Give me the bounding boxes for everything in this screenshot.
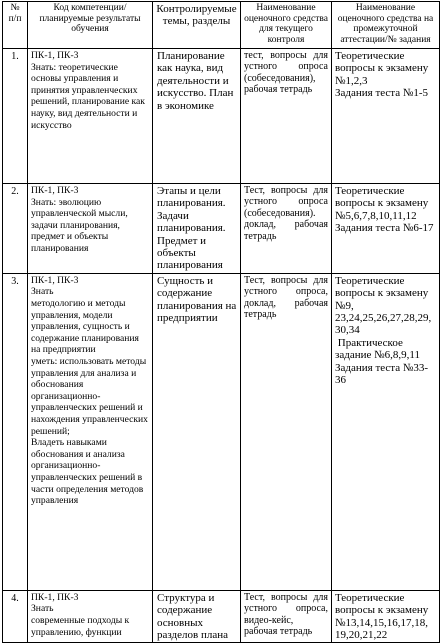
row-number: 4. <box>3 590 28 643</box>
competence-cell <box>28 184 153 274</box>
table-row <box>3 273 440 590</box>
attestation-cell <box>332 184 440 274</box>
competence-text: ПК-1, ПК-3 Знать: эволюцию управленческой мысли, задачи планирования, предмет и объекты планирования <box>31 185 128 254</box>
competence-cell <box>28 590 153 643</box>
table-row <box>3 590 440 643</box>
header-topics: Контролируемые темы, разделы <box>153 2 241 49</box>
tools-cell: Тест, вопросы для устного опроса, видео-кейс, рабочая тетрадь <box>241 590 332 643</box>
exam-questions: Теоретические вопросы к экзамену №1,2,3 <box>335 50 432 87</box>
exam-questions: Теоретические вопросы к экзамену №9, 23,24,25,26,27,28,29, 30,34 <box>335 274 434 337</box>
row-number: 2. <box>3 184 28 274</box>
row-number: 3. <box>3 273 28 590</box>
competence-cell <box>28 49 153 184</box>
header-num: № п/п <box>3 2 28 49</box>
exam-questions: Теоретические вопросы к экзамену №5,6,7,8,10,11,12 <box>335 185 432 222</box>
exam-questions: Теоретические вопросы к экзамену №13,14,15,16,17,18, 19,20,21,22 <box>335 591 432 642</box>
header-competence: Код компетенции/ планируемые результаты обучения <box>28 2 153 49</box>
tools-cell: тест, вопросы для устного опроса (собеседования), рабочая тетрадь <box>241 49 332 184</box>
topic-cell: Сущность и содержание планирования на предприятии <box>153 273 241 590</box>
test-tasks: Задания теста №6-17 <box>335 222 434 235</box>
test-tasks: Задания теста №1-5 <box>335 87 429 100</box>
header-row <box>3 2 440 49</box>
competence-text: ПК-1, ПК-3 Знать современные подходы к управлению, функции <box>31 591 130 638</box>
attestation-cell <box>332 49 440 184</box>
table-row <box>3 184 440 274</box>
competence-text: ПК-1, ПК-3 Знать методологию и методы управления, модели управления, сущность и содержание планирования на предприятии уметь: использовать методы управления для анализа и обоснования организационно-управленческих решений и нахождения управленческих решений; Владеть навыками обоснования и анализа организационно-управленческих решений в части определения методов управления <box>31 274 148 507</box>
attestation-cell <box>332 273 440 590</box>
header-tools: Наименование оценочного средства для текущего контроля <box>241 2 332 49</box>
topic-cell: Структура и содержание основных разделов плана <box>153 590 241 643</box>
test-tasks: Задания теста №33-36 <box>335 361 429 387</box>
competence-text: ПК-1, ПК-3 Знать: теоретические основы управления и принятия управленческих решений, планирование как науку, вид деятельности и искусство <box>31 50 145 131</box>
table-row <box>3 49 440 184</box>
assessment-table <box>2 1 440 643</box>
tools-cell: Тест, вопросы для устного опроса, доклад, рабочая тетрадь <box>241 273 332 590</box>
topic-cell: Этапы и цели планирования. Задачи планирования. Предмет и объекты планирования <box>153 184 241 274</box>
attestation-cell <box>332 590 440 643</box>
competence-cell <box>28 273 153 590</box>
practical-tasks: Практическое задание №6,8,9,11 <box>335 336 420 362</box>
tools-cell: Тест, вопросы для устного опроса (собеседования). доклад, рабочая тетрадь <box>241 184 332 274</box>
header-attestation: Наименование оценочного средства на промежуточной аттестации/№ задания <box>332 2 440 49</box>
row-number: 1. <box>3 49 28 184</box>
topic-cell: Планирование как наука, вид деятельности и искусство. План в экономике <box>153 49 241 184</box>
